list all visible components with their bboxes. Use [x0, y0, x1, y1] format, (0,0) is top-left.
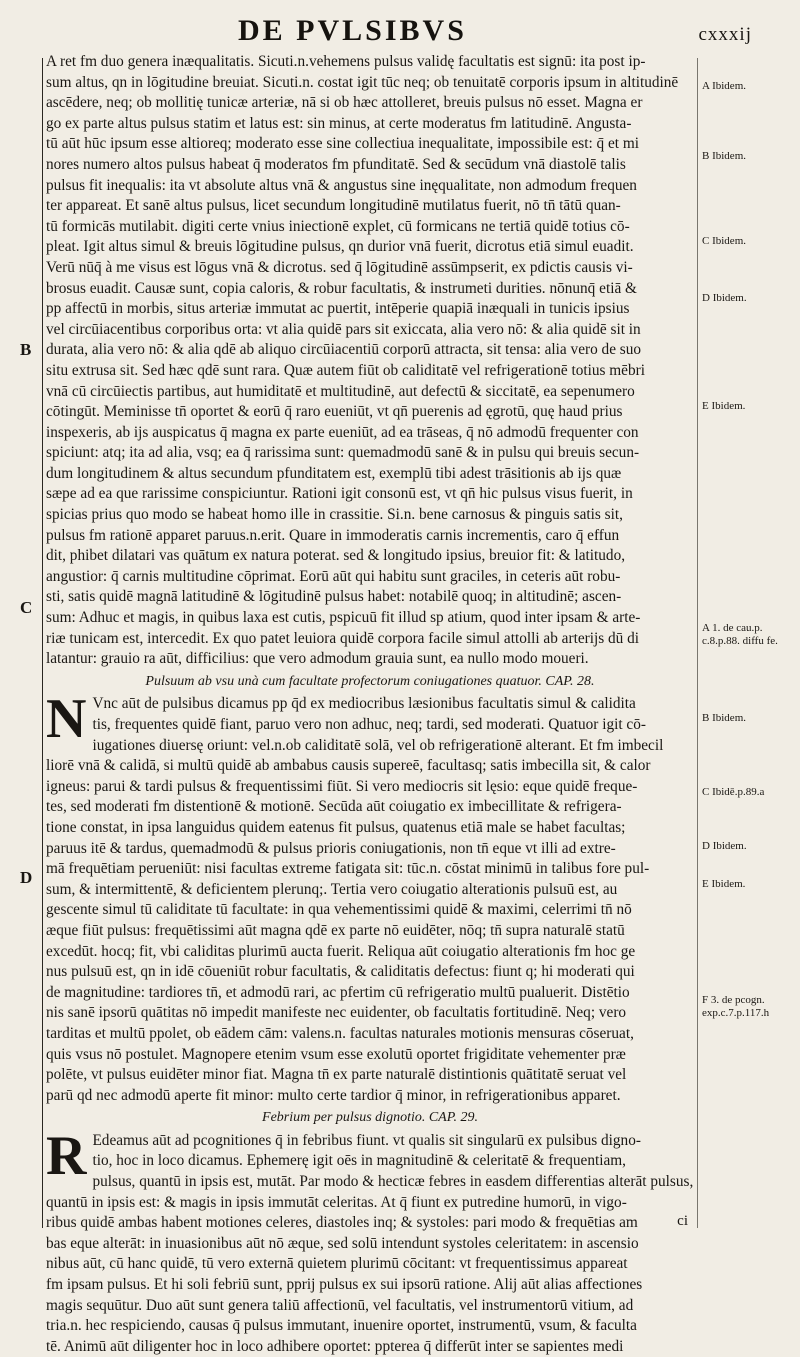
- text-line: inspexeris, ab ijs auspicatus q̄ magna ex parte eueniūt, ad ea trāseas, q̄ nō admodū frequenter con: [46, 423, 639, 441]
- text-line: tes, sed moderati fm distentionē & motionē. Secūda aūt coiugatio ex imbecillitate & refrigera-: [46, 798, 622, 816]
- margin-note: E Ibidem.: [702, 878, 746, 890]
- margin-note: B Ibidem.: [702, 150, 746, 162]
- text-line: A ret fm duo genera inæqualitatis. Sicuti.n.vehemens pulsus validę facultatis est signū: ita post ip-: [46, 53, 646, 70]
- text-line: latantur: grauio ra aūt, difficilius: que vero admodum grauia sunt, ea nullo modo moueri.: [46, 650, 589, 668]
- text-line: sum, & intermittentē, & deficientem plerunq;. Tertia vero coiugatio alterationis pulsuū est, au: [46, 880, 618, 898]
- text-line: tria.n. hec respiciendo, causas q̄ pulsus immutant, inuenire oportet, instrumentū, vsum, & faculta: [46, 1317, 637, 1335]
- text-line: paruus itē & tardus, quemadmodū & pulsus prioris coniugationis, non tn̄ eque vt illi ad extre-: [46, 839, 616, 857]
- paragraph-3: [46, 1124, 694, 1357]
- folio-number: cxxxij: [698, 24, 752, 45]
- text-line: igneus: parui & tardi pulsus & frequentissimi fiūt. Si vero mediocris sit lęsio: eque quidē freque-: [46, 777, 638, 795]
- text-line: Vnc aūt de pulsibus dicamus pp q̄d ex mediocribus læsionibus facultatis simul & calidita: [92, 695, 636, 713]
- text-line: ribus quidē ambas habent motiones celeres, diastoles inq; & systoles: pari modo & frequētias am: [46, 1214, 638, 1232]
- margin-note: E Ibidem.: [702, 400, 746, 412]
- text-line: vnā cū circūiectis partibus, aut humiditatē et multitudinē, aut defectū & siccitatē, ea sepenumero: [46, 382, 635, 400]
- margin-note: A Ibidem.: [702, 80, 746, 92]
- margin-note: F 3. de pcogn. exp.c.7.p.117.h: [702, 994, 770, 1019]
- text-line: Edeamus aūt ad pcognitiones q̄ in febribus fiunt. vt qualis sit singularū ex pulsibus digno-: [92, 1131, 641, 1149]
- paragraph-1: [46, 52, 694, 670]
- text-line: polēte, vt pulsus euidēter minor fiat. Magna tn̄ ex parte naturalē distintionis quātitatē seruat vel: [46, 1066, 627, 1084]
- margin-note: D Ibidem.: [702, 292, 747, 304]
- text-line: pulsus fm rationē apparet paruus.n.erit. Quare in immoderatis carnis incrementis, caro q̄ effun: [46, 526, 620, 544]
- text-line: tione constat, in ipsa languidus quidem eatenus fit pulsus, quatenus etiā male se habet facultas;: [46, 818, 626, 836]
- text-line: nis sanē ipsorū quātitas nō impedit manifeste nec euidenter, ob facultatis fortitudinē. Neq; vero: [46, 1004, 627, 1022]
- main-text-column: [46, 52, 694, 1357]
- margin-note: B Ibidem.: [702, 712, 746, 724]
- text-line: nores numero altos pulsus habeat q̄ moderatos fm pfunditatē. Sed & secūdum vnā diastolē talis: [46, 155, 626, 173]
- margin-note: D Ibidem.: [702, 840, 747, 852]
- text-line: sti, satis quidē magnā latitudinē & lōgitudinē pulsus habet: notabilē quoq; in altitudinē; ascen-: [46, 588, 622, 606]
- text-line: excedūt. hocq; fit, vbi caliditas plurimū aucta fuerit. Reliqua aūt coiugatio alterationis fm hoc ge: [46, 942, 636, 960]
- text-line: angustior: q̄ carnis multitudine cōprimat. Eorū aūt qui habitu sunt graciles, in ceteris aūt robu-: [46, 567, 621, 585]
- text-line: magis sequūtur. Duo aūt sunt genera taliū affectionū, vel facultatis, vel instrumentorū vitium, ad: [46, 1296, 634, 1314]
- text-line: vel circūiacentibus corporibus orta: vt alia quidē pars sit exiccata, alia vero nō: & alia quidē sit in: [46, 320, 641, 338]
- text-line: Verū nūq̄ à me visus est lōgus vnā & dicrotus. sed q̄ lōgitudinē assūmpserit, ex pdictis causis vi-: [46, 258, 633, 276]
- text-line: pulsus, quantū in ipsis est, mutāt. Par modo & hecticæ febres in easdem differentias alterāt pulsus,: [92, 1173, 694, 1191]
- text-line: pleat. Igit altus simul & breuis lōgitudine pulsus, qn durior vnā fuerit, dicrotus etiā simul euadit.: [46, 238, 634, 256]
- drop-cap-n: N: [46, 688, 87, 751]
- text-line: æque fiūt pulsus: frequētissimi aūt magna qdē ex parte nō euidēter, nōq; tn̄ supra naturalē statū: [46, 921, 625, 939]
- text-line: pulsus fit inequalis: ita vt absolute altus vnā & angustus sine inęqualitate, non admodum frequen: [46, 176, 637, 194]
- text-line: tis, frequentes quidē fiant, paruo vero non adhuc, neq; tardi, sed moderati. Quatuor igit cō-: [92, 716, 646, 733]
- text-line: spicias prius quo modo se habeat homo ille in crassitie. Si.n. bene carnosus & pinguis satis sit,: [46, 506, 623, 524]
- text-line: nibus aūt, cū hanc quidē, tū vero externā quietem plurimū cōcitant: vt frequentissimus appareat: [46, 1255, 628, 1273]
- margin-note: C Ibidem.: [702, 235, 746, 247]
- text-line: tū aūt hūc ipsum esse altioreq; moderato esse sine collectiua inequalitate, impossibile est: q̄ et mi: [46, 135, 640, 153]
- margin-note: C Ibidē.p.89.a: [702, 786, 765, 798]
- left-margin-rule: [42, 58, 43, 1228]
- text-line: riæ tunicam est, intercedit. Ex quo patet leuiora quidē corpora facile simul attolli ab arterijs dū di: [46, 629, 639, 647]
- paragraph-2: [46, 688, 694, 1106]
- text-line: durata, alia vero nō: & alia qdē ab aliquo circūiacentiū corporū attracta, sit tensa: alia vero de suo: [46, 341, 642, 359]
- text-line: parū qd nec admodū aperte fit minor: multo certe tardior q̄ minor, in refrigerationibus apparet.: [46, 1086, 621, 1104]
- margin-note: A 1. de cau.p. c.8.p.88. diffu fe.: [702, 622, 778, 647]
- text-line: spiciunt: atq; ita ad alia, vsq; ea q̄ rarissima sunt: quemadmodū sanē & in pulsu qui breuis secun-: [46, 444, 640, 462]
- text-line: fm ipsam pulsus. Et hi soli febriū sunt, pprij pulsus ex sui ipsorū ratione. Alij aūt alias affectiones: [46, 1276, 643, 1294]
- text-line: ascēdere, neq; ob mollitię tunicæ arteriæ, nā si ob hæc attolleret, breuis pulsus nō esset. Magna er: [46, 94, 643, 112]
- section-letter-d: D: [20, 868, 33, 887]
- text-line: sum: Adhuc et magis, in quibus laxa est cutis, pspicuū fit illud sp atium, quod inter ipsam & arte-: [46, 609, 641, 627]
- text-line: quis vsus nō postulet. Magnopere etenim vsum esse exolutū oportet frigiditate vehementer præ: [46, 1045, 626, 1063]
- running-title: DE PVLSIBVS: [238, 14, 467, 47]
- section-letter-c: C: [20, 598, 33, 617]
- right-margin-rule: [697, 58, 698, 1228]
- text-line: dum longitudinem & altus secundum pfunditatem est, exemplū tibi adest trāsitionis ab ijs quæ: [46, 464, 622, 482]
- text-line: bas eque alterāt: in inuasionibus aūt nō æque, sed solū intendunt systoles celeritatem: in ascensio: [46, 1234, 639, 1252]
- text-line: quantū in ipsis est: & magis in ipsis immutāt celeritas. At q̄ fiunt ex putredine humorū, in vigo-: [46, 1193, 627, 1211]
- text-line: nus pulsuū est, qn in idē cōueniūt robur facultatis, & caliditatis defectus: fiunt q; hi moderati qui: [46, 963, 635, 981]
- chapter-29-heading: Febrium per pulsus dignotio. CAP. 29.: [262, 1110, 478, 1126]
- text-line: sæpe ad ea que rarissime conspiciuntur. Rationi igit consonū est, vt qn̄ hic pulsus visus fuerit, in: [46, 485, 633, 503]
- drop-cap-r: R: [46, 1124, 87, 1187]
- text-line: brosus euadit. Causæ sunt, copia caloris, & robur facultatis, & instrumeti durities. nōnunq̄ etiā &: [46, 279, 637, 297]
- text-line: dit, phibet dilatari vas quātum ex natura poterat. sed & longitudo ipsius, breuior fit: & latitudo,: [46, 547, 626, 565]
- text-line: tio, hoc in loco dicamus. Ephemerę igit oēs in magnitudinē & celeritatē & frequentiam,: [92, 1152, 626, 1170]
- text-line: situ extrusa sit. Sed hæc qdē sunt rara. Quæ autem fiūt ob caliditatē vel refrigerationē totius mēbri: [46, 361, 645, 379]
- text-line: ter appareat. Et sanē altus pulsus, licet secundum longitudinē mutilatus fuerit, nō tn̄ tātū quan-: [46, 197, 621, 215]
- text-line: liorē vnā & calidā, si multū quidē ab ambabus causis supereē, facultasq; satis imbecilla sit, & calor: [46, 757, 651, 775]
- text-line: mā frequētiam perueniūt: nisi facultas extreme fatigata sit: tūc.n. cōstat minimū in talibus fore pul-: [46, 860, 650, 878]
- text-line: gescente simul tū caliditate tū facultate: in qua vehementissimi quidē & maximi, celerrimi tn̄ nō: [46, 901, 632, 919]
- signature-mark: ci: [677, 1213, 688, 1229]
- text-line: iugationes diuersę oriunt: vel.n.ob caliditatē solā, vel ob refrigerationē alterant. Et fm imbecil: [92, 736, 664, 754]
- text-line: cōtingūt. Meminisse tn̄ oportet & eorū q̄ raro eueniūt, vt qn̄ puerenis ad ęgrotū, quę haud prius: [46, 403, 623, 421]
- text-line: pp affectū in morbis, situs arteriæ immutat ac puertit, intēperie quapiā inæquali in tunicis ipsius: [46, 300, 630, 318]
- chapter-28-heading: Pulsuum ab vsu unà cum facultate profectorum coniugationes quatuor. CAP. 28.: [145, 673, 595, 689]
- text-line: tē. Animū aūt diligenter hoc in loco adhibere oportet: ppterea q̄ differūt inter se sapientes medi: [46, 1337, 624, 1355]
- text-line: tū formicās mutilabit. digiti certe vnius iniectionē explet, cū formicans ne tertiā quidē totius cō-: [46, 217, 630, 235]
- text-line: tarditas et multū ppolet, ob eādem cām: valens.n. facultas naturales motionis mensuras cōseruat,: [46, 1024, 634, 1042]
- section-letter-b: B: [20, 340, 32, 359]
- text-line: go ex parte altus pulsus statim et latus est: sin minus, at certe moderatus fm latitudinē. Angusta-: [46, 114, 632, 132]
- text-line: de magnitudine: tardiores tn̄, et admodū rari, ac pfertim cū refrigeratio multū pualuerit. Distētio: [46, 983, 630, 1001]
- text-line: sum altus, qn in lōgitudine breuiat. Sicuti.n. costat igit tūc neq; ob tenuitatē corporis ipsum in altitudinē: [46, 73, 679, 91]
- page-header: [0, 14, 800, 54]
